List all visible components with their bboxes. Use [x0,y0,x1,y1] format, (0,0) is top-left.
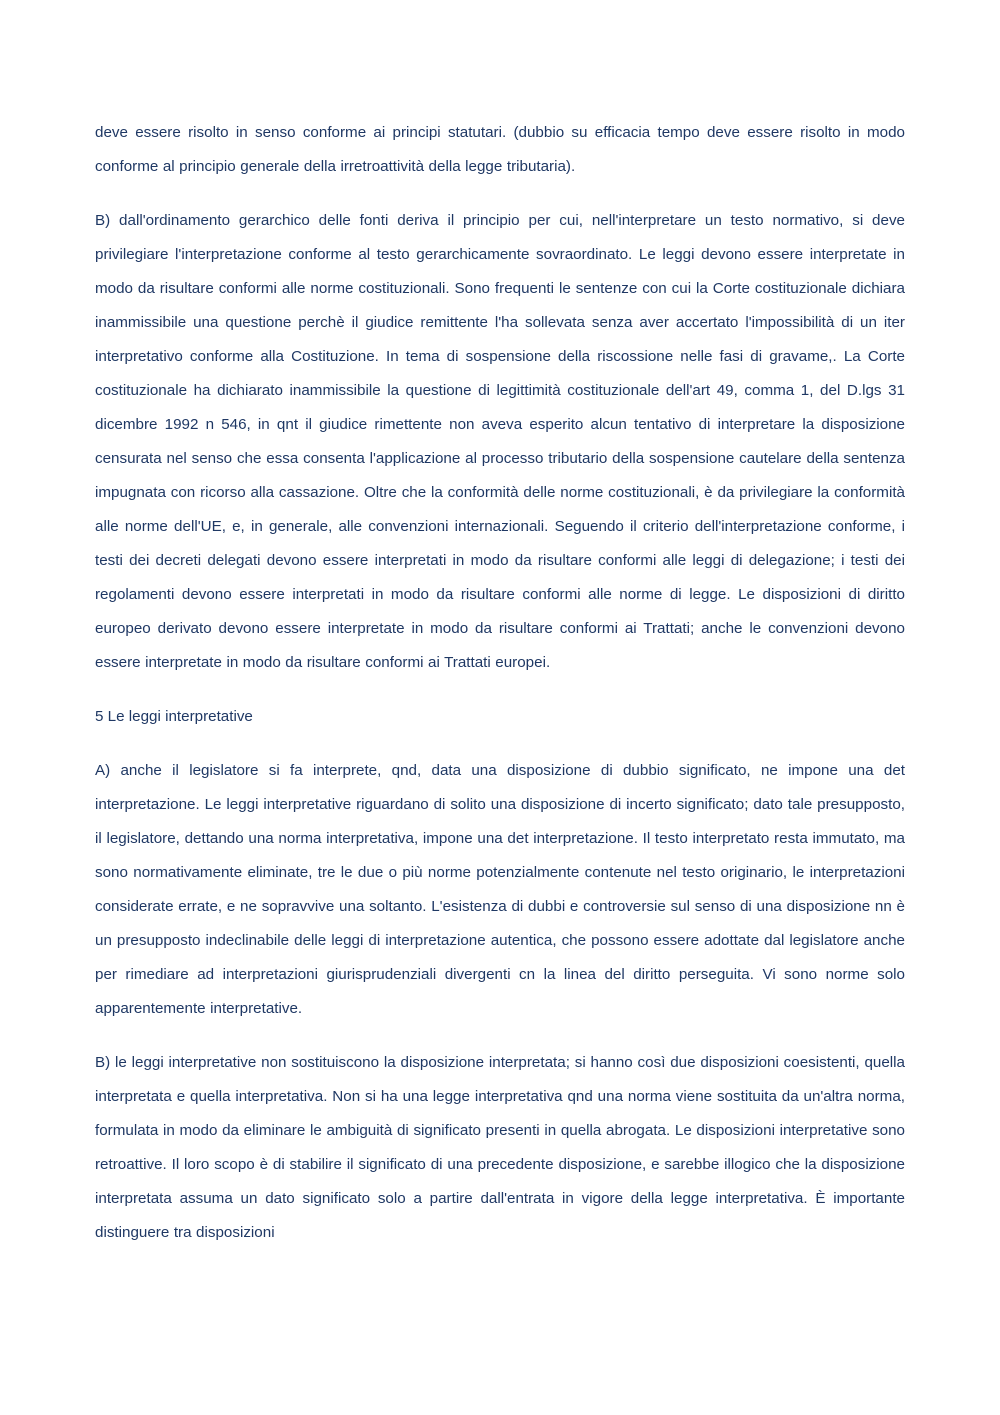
paragraph-continuation: deve essere risolto in senso conforme ai principi statutari. (dubbio su efficacia tempo deve essere risolto in modo conforme al principio generale della irretroattività della legge tributaria). [95,124,905,175]
document-body [95,116,905,1270]
paragraph-a-legislatore: A) anche il legislatore si fa interprete, qnd, data una disposizione di dubbio significato, ne impone una det interpretazione. Le leggi interpretative riguardano di solito una disposizione di incerto significato; dato tale presupposto, il legislatore, dettando una norma interpretativa, impone una det interpretazione. Il testo interpretato resta immutato, ma sono normativamente eliminate, tre le due o più norme potenzialmente contenute nel testo originario, le interpretazioni considerate errate, e ne sopravvive una soltanto. L'esistenza di dubbi e controversie sul senso di una disposizione nn è un presupposto indeclinabile delle leggi di interpretazione autentica, che possono essere adottate dal legislatore anche per rimediare ad interpretazioni giurisprudenziali divergenti cn la linea del diritto perseguita. Vi sono norme solo apparentemente interpretative. [95,762,905,1017]
paragraph-b-leggi-interpretative: B) le leggi interpretative non sostituiscono la disposizione interpretata; si hanno così due disposizioni coesistenti, quella interpretata e quella interpretativa. Non si ha una legge interpretativa qnd una norma viene sostituita da un'altra norma, formulata in modo da eliminare le ambiguità di significato presenti in quella abrogata. Le disposizioni interpretative sono retroattive. Il loro scopo è di stabilire il significato di una precedente disposizione, e sarebbe illogico che la disposizione interpretata assuma un dato significato solo a partire dall'entrata in vigore della legge interpretativa. È importante distinguere tra disposizioni [95,1054,905,1241]
section-heading-leggi-interpretative: 5 Le leggi interpretative [95,708,253,725]
paragraph-b-gerarchia: B) dall'ordinamento gerarchico delle fonti deriva il principio per cui, nell'interpretare un testo normativo, si deve privilegiare l'interpretazione conforme al testo gerarchicamente sovraordinato. Le leggi devono essere interpretate in modo da risultare conformi alle norme costituzionali. Sono frequenti le sentenze con cui la Corte costituzionale dichiara inammissibile una questione perchè il giudice remittente l'ha sollevata senza aver accertato l'impossibilità di un iter interpretativo conforme alla Costituzione. In tema di sospensione della riscossione nelle fasi di gravame,. La Corte costituzionale ha dichiarato inammissibile la questione di legittimità costituzionale dell'art 49, comma 1, del D.lgs 31 dicembre 1992 n 546, in qnt il giudice rimettente non aveva esperito alcun tentativo di interpretare la disposizione censurata nel senso che essa consenta l'applicazione al processo tributario della sospensione cautelare della sentenza impugnata con ricorso alla cassazione. Oltre che la conformità delle norme costituzionali, è da privilegiare la conformità alle norme dell'UE, e, in generale, alle convenzioni internazionali. Seguendo il criterio dell'interpretazione conforme, i testi dei decreti delegati devono essere interpretati in modo da risultare conformi alle leggi di delegazione; i testi dei regolamenti devono essere interpretati in modo da risultare conformi alle norme di legge. Le disposizioni di diritto europeo derivato devono essere interpretate in modo da risultare conformi ai Trattati; anche le convenzioni devono essere interpretate in modo da risultare conformi ai Trattati europei. [95,212,905,671]
